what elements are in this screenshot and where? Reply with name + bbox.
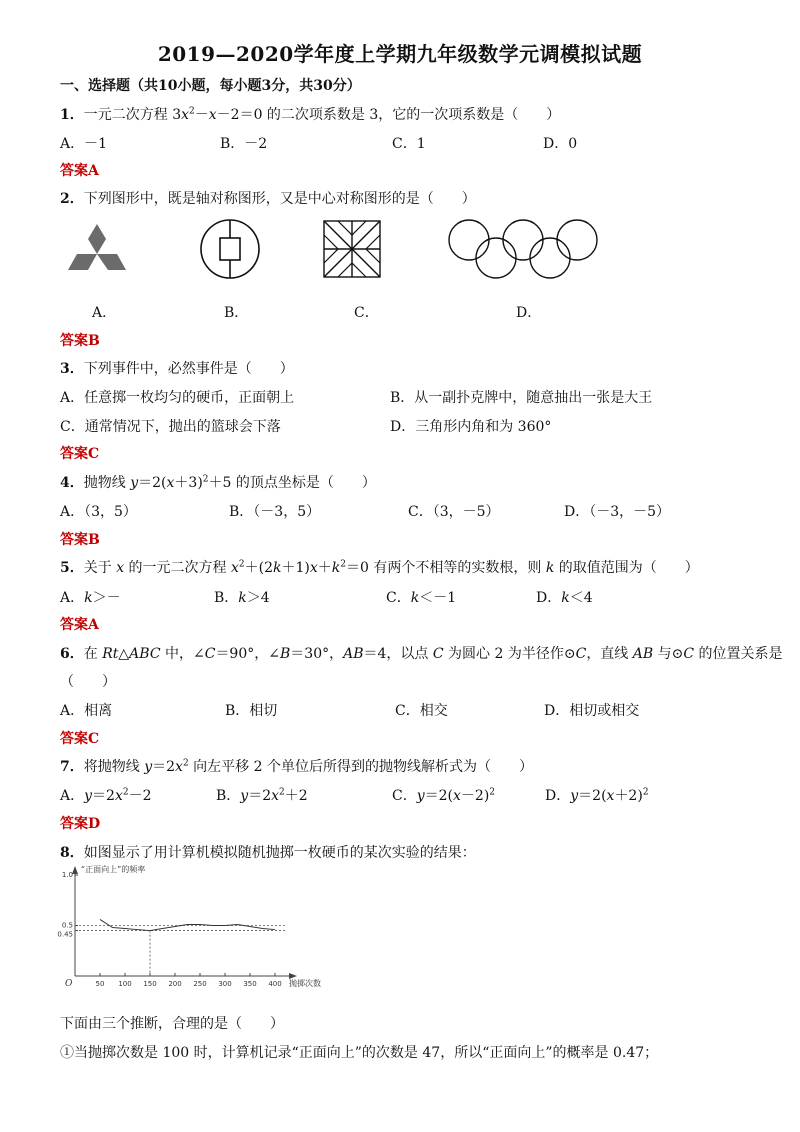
question-number: 1． [60, 107, 84, 123]
question-5: 5．关于 x 的一元二次方程 $x^2+(2k+1)x+k^2=0$ 有两个不相等的实数根，则 k 的取值范围为（ ） [60, 559, 699, 576]
option-a: A．k＞－ [60, 590, 121, 606]
section-header: 一、选择题（共10小题，每小题3分，共30分） [60, 78, 361, 94]
series-line [100, 919, 275, 930]
option-b: B．k＞4 [214, 590, 270, 606]
x-tick-label: 250 [193, 980, 207, 988]
inference-1: ①当抛掷次数是 100 时，计算机记录“正面向上”的次数是 47，所以“正面向上”的概率是 0.47； [60, 1045, 659, 1061]
question-8: 8．如图显示了用计算机模拟随机抛掷一枚硬币的某次实验的结果： [60, 845, 476, 861]
option-a: A．相离 [60, 703, 113, 719]
answer-1: 答案A [60, 163, 99, 179]
option-a: A．－1 [60, 136, 108, 152]
question-3: 3．下列事件中，必然事件是（ ） [60, 361, 294, 377]
x-tick-label: 50 [95, 980, 105, 988]
figure-label-a: A． [92, 305, 117, 321]
answer-6: 答案C [60, 731, 100, 747]
option-c: C．1 [392, 136, 426, 152]
option-b: B．从一副扑克牌中，随意抽出一张是大王 [390, 390, 653, 406]
option-d: D．0 [543, 136, 578, 152]
option-d: D．k＜4 [536, 590, 593, 606]
question-1: 1．一元二次方程 $3x^2-x-2=0$ 的二次项系数是 3，它的一次项系数是（ ） [60, 106, 561, 123]
question-8-prompt: 下面由三个推断，合理的是（ ） [60, 1016, 284, 1032]
y-tick-label: 0.5 [61, 921, 73, 930]
answer-3: 答案C [60, 446, 100, 462]
x-tick-label: 350 [243, 980, 257, 988]
option-b: B．$y=2x^2+2$ [216, 787, 308, 804]
option-c: C．k＜－1 [386, 590, 457, 606]
y-axis-label: “正面向上”的频率 [81, 865, 146, 874]
option-d: D．（－3，－5） [564, 504, 671, 520]
x-tick-label: 100 [118, 980, 132, 988]
option-a: A．（3，5） [60, 504, 137, 520]
y-tick-label: 0.45 [57, 930, 73, 939]
option-c: C．$y=2(x-2)^2$ [392, 787, 496, 804]
x-tick-label: 400 [268, 980, 282, 988]
option-b: B．相切 [225, 703, 278, 719]
question-2: 2．下列图形中，既是轴对称图形，又是中心对称图形的是（ ） [60, 191, 476, 207]
option-c: C．（3，－5） [408, 504, 500, 520]
option-d: D．相切或相交 [544, 703, 640, 719]
figure-a-mitsubishi-icon [66, 222, 128, 278]
frequency-line-chart [55, 862, 321, 992]
question-6-continued: （ ） [60, 674, 116, 690]
question-7: 7．将抛物线 $y=2x^2$ 向左平移 2 个单位后所得到的抛物线解析式为（ ） [60, 758, 533, 775]
x-axis-label: 抛掷次数 [289, 979, 321, 988]
answer-5: 答案A [60, 617, 99, 633]
answer-2: 答案B [60, 333, 100, 349]
option-d: D．$y=2(x+2)^2$ [545, 787, 649, 804]
answer-7: 答案D [60, 816, 101, 832]
figure-label-b: B． [224, 305, 249, 321]
option-c: C．相交 [395, 703, 448, 719]
answer-4: 答案B [60, 532, 100, 548]
x-tick-label: 150 [143, 980, 157, 988]
question-6: 6．在 Rt△ABC 中，∠C＝90°，∠B＝30°，AB＝4，以点 C 为圆心 2 为半径作⊙C，直线 AB 与⊙C 的位置关系是 [60, 646, 783, 662]
figure-b-circle-square-icon [199, 218, 261, 280]
option-a: A．$y=2x^2-2$ [60, 787, 152, 804]
figure-d-olympic-rings-icon [447, 218, 599, 280]
x-tick-label: 200 [168, 980, 182, 988]
option-b: B．－2 [220, 136, 268, 152]
page-title: 2019—2020学年度上学期九年级数学元调模拟试题 [157, 42, 643, 66]
option-b: B．（－3，5） [229, 504, 321, 520]
figure-label-d: D． [516, 305, 542, 321]
x-tick-label: 300 [218, 980, 232, 988]
option-c: C．通常情况下，抛出的篮球会下落 [60, 419, 281, 435]
option-d: D．三角形内角和为 360° [390, 419, 552, 435]
figure-c-pinwheel-icon [321, 218, 383, 280]
option-a: A．任意掷一枚均匀的硬币，正面朝上 [60, 390, 295, 406]
figure-label-c: C． [354, 305, 379, 321]
origin-label: O [65, 979, 73, 989]
y-tick-label: 1.0 [61, 871, 73, 880]
question-4: 4．抛物线 $y=2(x+3)^2+5$ 的顶点坐标是（ ） [60, 474, 376, 491]
